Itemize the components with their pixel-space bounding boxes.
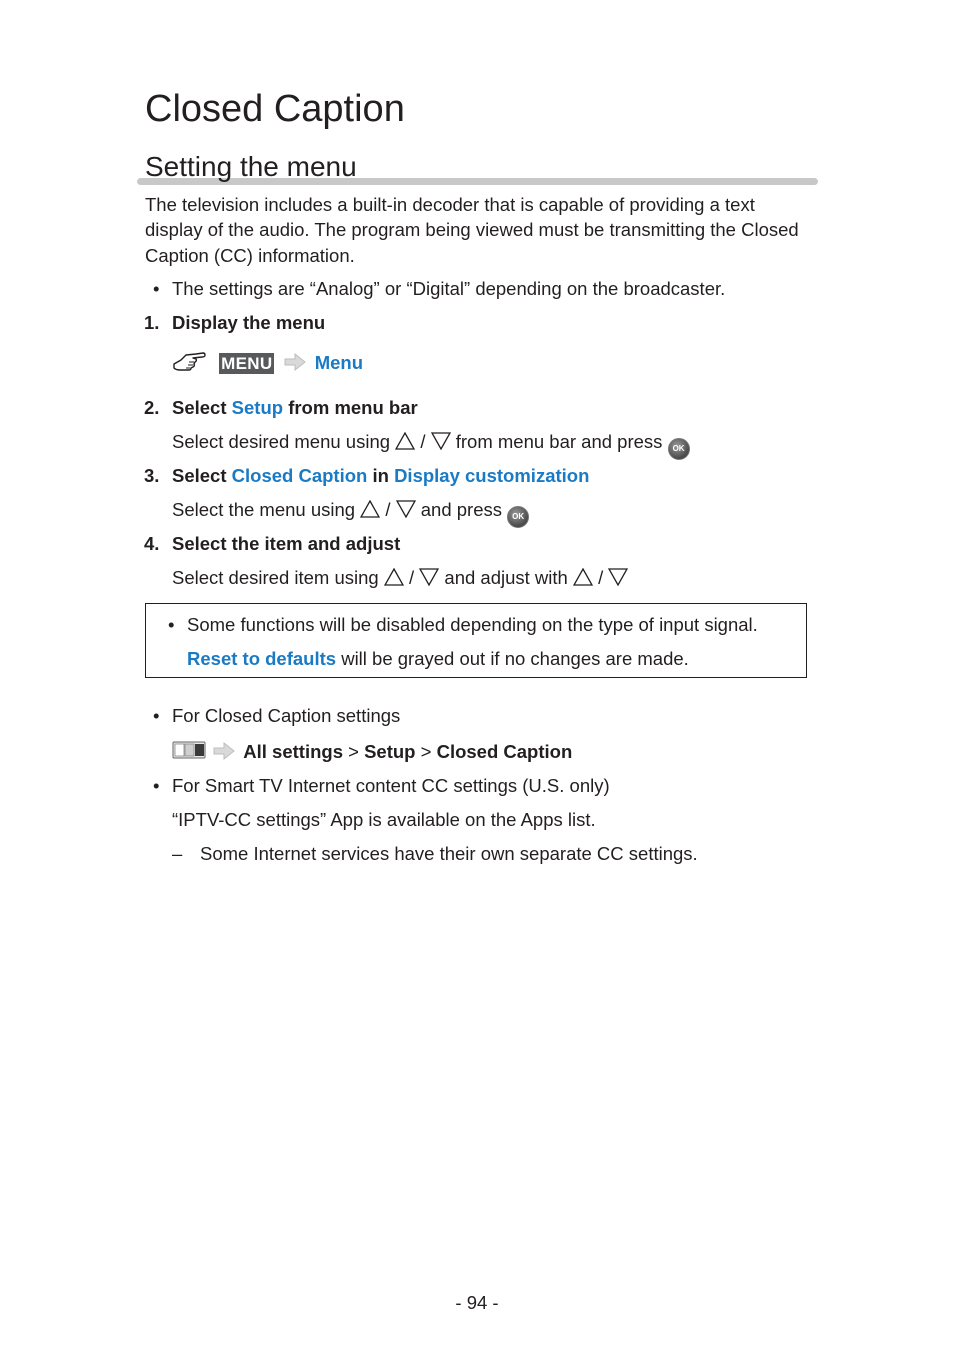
note-line-1-text: Some functions will be disabled depending on the type of input signal. xyxy=(187,614,758,635)
step-3-detail-post: and press xyxy=(420,499,503,520)
path-separator: > xyxy=(348,741,359,762)
hand-pointer-icon xyxy=(172,350,206,378)
step-4-detail xyxy=(172,565,628,592)
intro-paragraph: The television includes a built-in decoder that is capable of providing a text display of the audio. The program being viewed must be transmitting the Closed Caption (CC) information. xyxy=(145,194,799,266)
closed-caption-link[interactable]: Closed Caption xyxy=(231,465,368,486)
closed-caption-path-item: Closed Caption xyxy=(436,741,573,762)
step-2-title-post: from menu bar xyxy=(288,397,418,418)
step-2-detail-pre: Select desired menu using xyxy=(172,431,391,452)
path-separator: > xyxy=(420,741,432,762)
slash: / xyxy=(385,499,391,520)
note-line-1 xyxy=(187,612,758,637)
up-arrow-icon xyxy=(384,567,404,592)
step-3-title-mid: in xyxy=(372,465,389,486)
step-3-title-pre: Select xyxy=(172,465,227,486)
down-arrow-icon xyxy=(396,499,416,524)
step-2-title-pre: Select xyxy=(172,397,227,418)
step-4-heading xyxy=(144,531,401,556)
reset-to-defaults-link[interactable]: Reset to defaults xyxy=(187,648,337,669)
smart-tv-line-2: “IPTV-CC settings” App is available on the Apps list. xyxy=(172,809,596,830)
step-1-heading xyxy=(144,310,326,335)
step-3-heading xyxy=(144,463,590,488)
down-arrow-icon xyxy=(419,567,439,592)
step-4-detail-mid: and adjust with xyxy=(444,567,568,588)
menu-button-badge: MENU xyxy=(221,354,273,373)
setup-link[interactable]: Setup xyxy=(231,397,284,418)
up-arrow-icon xyxy=(395,431,415,456)
dash-item-text: Some Internet services have their own separate CC settings. xyxy=(200,843,698,864)
step-4-title: Select the item and adjust xyxy=(172,533,401,554)
step-number: 2. xyxy=(144,397,160,418)
note-line-2-text: will be grayed out if no changes are made. xyxy=(341,648,689,669)
step-number: 3. xyxy=(144,465,160,486)
bullet-cc-settings xyxy=(172,703,400,728)
cc-settings-path xyxy=(172,739,572,766)
step-number: 1. xyxy=(144,312,160,333)
smart-tv-dash-item xyxy=(172,841,698,866)
bullet-cc-settings-text: For Closed Caption settings xyxy=(172,705,401,726)
slash: / xyxy=(408,567,415,588)
step-2-detail-post: from menu bar and press xyxy=(455,431,663,452)
menu-link[interactable]: Menu xyxy=(314,352,363,373)
up-arrow-icon xyxy=(573,567,593,592)
ok-button-icon: OK xyxy=(668,438,690,460)
step-number: 4. xyxy=(144,533,160,554)
step-3-detail-pre: Select the menu using xyxy=(172,499,356,520)
section-heading: Setting the menu xyxy=(145,151,357,182)
step-1-path xyxy=(172,350,363,378)
step-4-detail-pre: Select desired item using xyxy=(172,567,379,588)
down-arrow-icon xyxy=(431,431,451,456)
apps-menu-icon xyxy=(172,740,208,766)
arrow-right-icon xyxy=(213,741,235,766)
all-settings-path-item: All settings xyxy=(243,741,343,762)
ok-button-icon: OK xyxy=(507,506,529,528)
bullet-settings-text: The settings are “Analog” or “Digital” depending on the broadcaster. xyxy=(172,278,726,299)
down-arrow-icon xyxy=(608,567,628,592)
setup-path-item: Setup xyxy=(364,741,416,762)
up-arrow-icon xyxy=(360,499,380,524)
bullet-settings xyxy=(172,276,725,301)
step-2-heading xyxy=(144,395,418,420)
arrow-right-icon xyxy=(284,352,306,377)
step-2-detail xyxy=(172,429,690,460)
step-1-title: Display the menu xyxy=(172,312,326,333)
note-line-2 xyxy=(187,646,689,671)
slash: / xyxy=(598,567,604,588)
bullet-smart-tv xyxy=(172,773,610,798)
bullet-smart-tv-text: For Smart TV Internet content CC settings (U.S. only) xyxy=(172,775,610,796)
page-title: Closed Caption xyxy=(145,88,405,130)
slash: / xyxy=(420,431,426,452)
display-customization-link[interactable]: Display customization xyxy=(394,465,590,486)
dash-marker: – xyxy=(172,843,183,864)
step-3-detail xyxy=(172,497,529,528)
page-number: - 94 - xyxy=(455,1292,499,1313)
